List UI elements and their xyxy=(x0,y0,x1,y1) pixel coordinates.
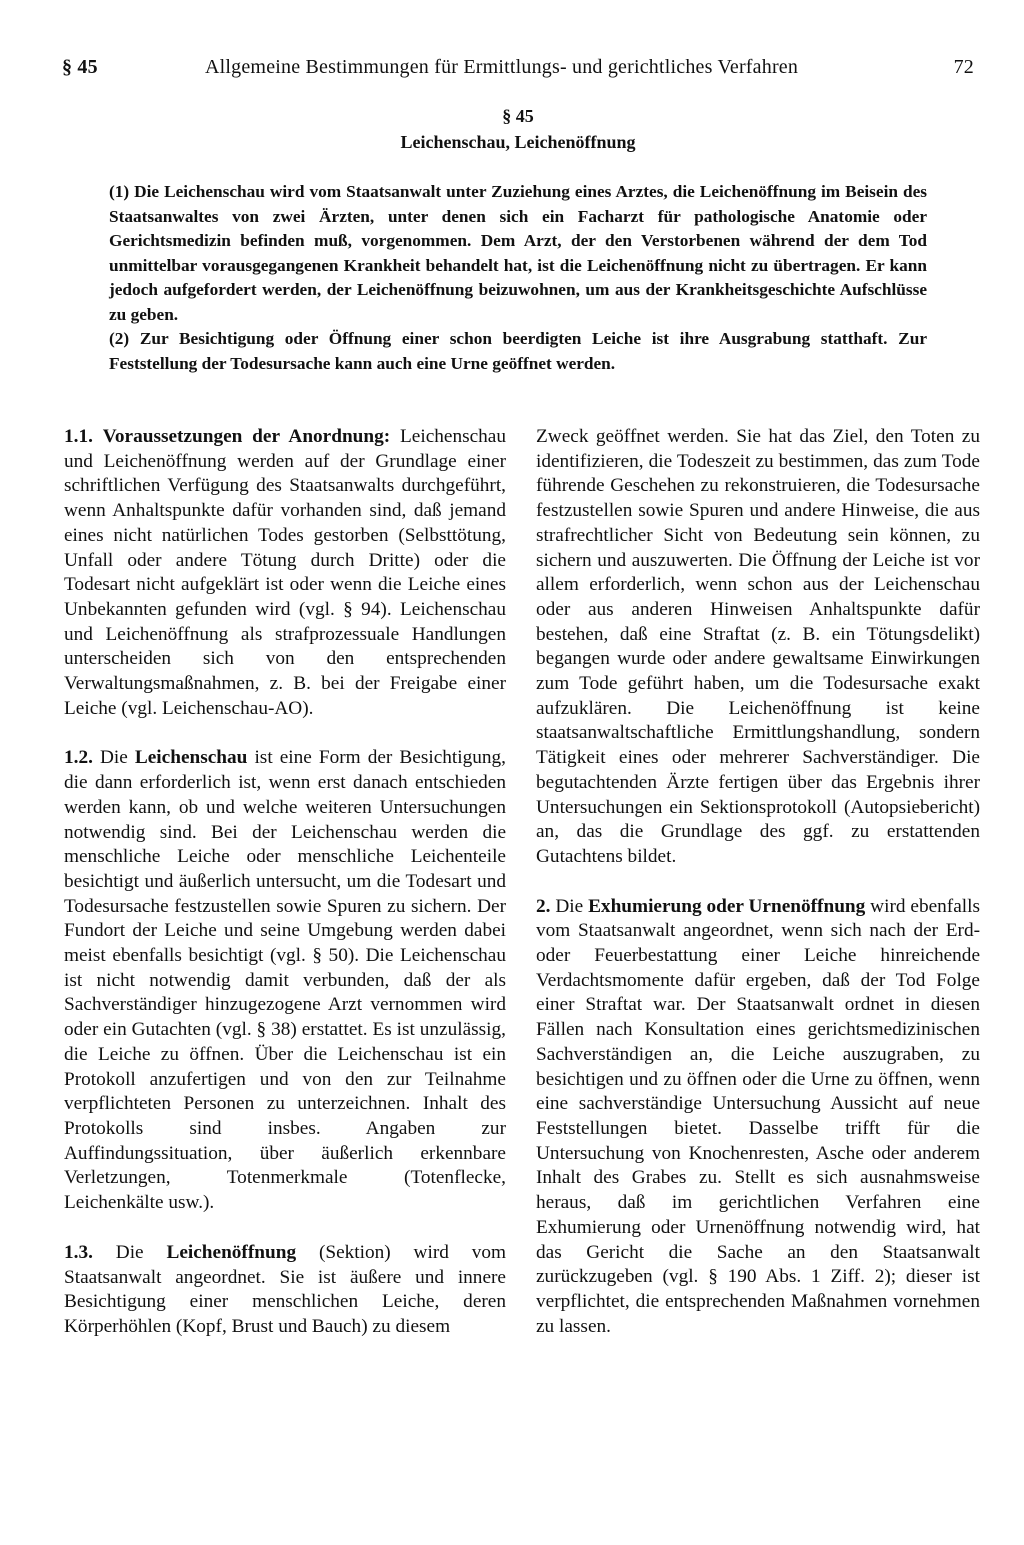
commentary-1-2-number: 1.2. xyxy=(64,747,93,769)
header-title: Allgemeine Bestimmungen für Ermittlungs- und gerichtliches Verfahren xyxy=(205,56,799,78)
commentary-1-3-continued: Zweck geöffnet werden. Sie hat das Ziel, den Toten zu identifizieren, die Todeszeit zu bestimmen, das zum Tode führende Geschehen zu rekonstruieren, die Todesursache festzustellen sowie Spuren und andere Hinweise, die aus strafrechtlicher Sicht von Bedeutung sein können, zu sichern und auszuwerten. Die Öffnung der Leiche ist vor allem erforderlich, wenn schon aus der Leichenschau oder aus anderen Hinweisen Anhaltspunkte dafür bestehen, daß eine Straftat (z. B. ein Tötungsdelikt) begangen wurde oder andere gewaltsame Einwirkungen zum Tode geführt haben, um die Todesursache exakt aufzuklären. Die Leichenöffnung ist keine staatsanwaltschaftliche Ermittlungshandlung, sondern Tätigkeit eines oder mehrerer Sachverständiger. Die begutachtenden Ärzte fertigen über das Ergebnis ihrer Untersuchungen ein Sektionsprotokoll (Autopsiebericht) an, das die Grundlage des ggf. zu erstattenden Gutachtens bildet. xyxy=(536,426,980,867)
law-text xyxy=(109,180,927,376)
law-section-title: Leichenschau, Leichenöffnung xyxy=(400,132,636,152)
commentary-1-3-number: 1.3. xyxy=(64,1241,93,1263)
commentary-2-pre: Die xyxy=(555,895,584,917)
law-paragraph-2: (2) Zur Besichtigung oder Öffnung einer schon beerdigten Leiche ist ihre Ausgrabung statthaft. Zur Feststellung der Todesursache kann auch eine Urne geöffnet werden. xyxy=(109,329,927,373)
commentary-column-right xyxy=(536,425,980,1339)
commentary-2-term: Exhumierung oder Urnenöffnung xyxy=(588,895,866,917)
commentary-2 xyxy=(536,895,980,1340)
running-header xyxy=(62,56,974,84)
commentary-1-3 xyxy=(64,1241,506,1340)
commentary-1-3-pre: Die xyxy=(115,1241,144,1263)
commentary-1-2-text: ist eine Form der Besichtigung, die dann erforderlich ist, wenn erst danach entschieden werden kann, ob und welche weiteren Untersuchungen notwendig sind. Bei der Leichenschau werden die menschliche Leiche oder menschliche Leichenteile besichtigt und äußerlich untersucht, um die Todesart und Todesursache festzustellen sowie Spuren zu sichern. Der Fundort der Leiche und seine Umgebung werden dabei meist ebenfalls besichtigt (vgl. § 50). Die Leichenschau ist nicht notwendig damit verbunden, daß der als Sachverständiger hinzugezogene Arzt vernommen wird oder ein Gutachten (vgl. § 38) erstattet. Es ist unzulässig, die Leiche zu öffnen. Über die Leichenschau ist ein Protokoll anzufertigen und von den zur Teilnahme verpflichteten Personen zu unterzeichnen. Inhalt des Protokolls sind insbes. Angaben zur Auffindungssituation, über äußerlich erkennbare Verletzungen, Totenmerkmale (Totenflecke, Leichenkälte usw.). xyxy=(64,747,506,1214)
commentary-1-1-number: 1.1. xyxy=(64,426,93,447)
header-section-number: § 45 xyxy=(62,56,98,78)
page-number: 72 xyxy=(953,56,974,78)
commentary-1-2 xyxy=(64,746,506,1215)
law-paragraph-1: (1) Die Leichenschau wird vom Staatsanwalt unter Zuziehung eines Arztes, die Leichenöffnung im Beisein des Staatsanwaltes von zwei Ärzten, unter denen sich ein Facharzt für pathologische Anatomie oder Gerichtsmedizin befinden muß, vorgenommen. Dem Arzt, der den Verstorbenen während der dem Tod unmittelbar vorausgegangenen Krankheit behandelt hat, ist die Leichenöffnung nicht zu übertragen. Er kann jedoch aufgefordert werden, der Leichenöffnung beizuwohnen, um aus der Krankheitsgeschichte Aufschlüsse zu geben. xyxy=(109,182,927,324)
commentary-2-text: wird ebenfalls vom Staatsanwalt angeordnet, wenn sich nach der Erd- oder Feuerbestattung einer Leiche hinreichende Verdachtsmomente dafür ergeben, daß der Tod Folge einer Straftat war. Der Staatsanwalt ordnet in diesen Fällen nach Konsultation eines gerichtsmedizinischen Sachverständigen an, die Leiche auszugraben, zu besichtigen und zu öffnen oder die Urne zu öffnen, wenn eine sachverständige Untersuchung Aussicht auf neue Feststellungen bietet. Dasselbe trifft für die Untersuchung von Knochenresten, Asche oder anderem Inhalt des Grabes zu. Stellt es sich ausnahmsweise heraus, daß im gerichtlichen Verfahren eine Exhumierung oder Urnenöffnung notwendig wird, hat das Gericht die Sache an den Staatsanwalt zurückzugeben (vgl. § 190 Abs. 1 Ziff. 2); dieser ist verpflichtet, die entsprechenden Maßnahmen vornehmen zu lassen. xyxy=(536,895,980,1337)
law-section-number: § 45 xyxy=(502,106,534,126)
commentary-1-1 xyxy=(64,425,506,721)
commentary-column-left xyxy=(64,425,506,1340)
commentary-2-number: 2. xyxy=(536,895,551,917)
commentary-1-3-term: Leichenöffnung xyxy=(166,1241,297,1263)
commentary-1-1-heading: Voraussetzungen der Anordnung: xyxy=(102,426,391,447)
commentary-1-3-text: (Sektion) wird vom Staatsanwalt angeordnet. Sie ist äußere und innere Besichtigung einer menschlichen Leiche, deren Körperhöhlen (Kopf, Brust und Bauch) zu diesem xyxy=(64,1241,506,1337)
commentary-1-1-text: Leichenschau und Leichenöffnung werden auf der Grundlage einer schriftlichen Verfügung des Staatsanwalts durchgeführt, wenn Anhaltspunkte dafür vorhanden sind, daß jemand eines nicht natürlichen Todes gestorben (Selbsttötung, Unfall oder andere Tötung durch Dritte) oder die Todesart nicht aufgeklärt ist oder wenn die Leiche eines Unbekannten gefunden wird (vgl. § 94). Leichenschau und Leichenöffnung als strafprozessuale Handlungen unterscheiden sich von den entsprechenden Verwaltungsmaßnahmen, z. B. bei der Freigabe einer Leiche (vgl. Leichenschau-AO). xyxy=(64,426,507,719)
commentary-1-2-pre: Die xyxy=(99,747,128,769)
commentary-1-2-term: Leichenschau xyxy=(134,747,248,769)
